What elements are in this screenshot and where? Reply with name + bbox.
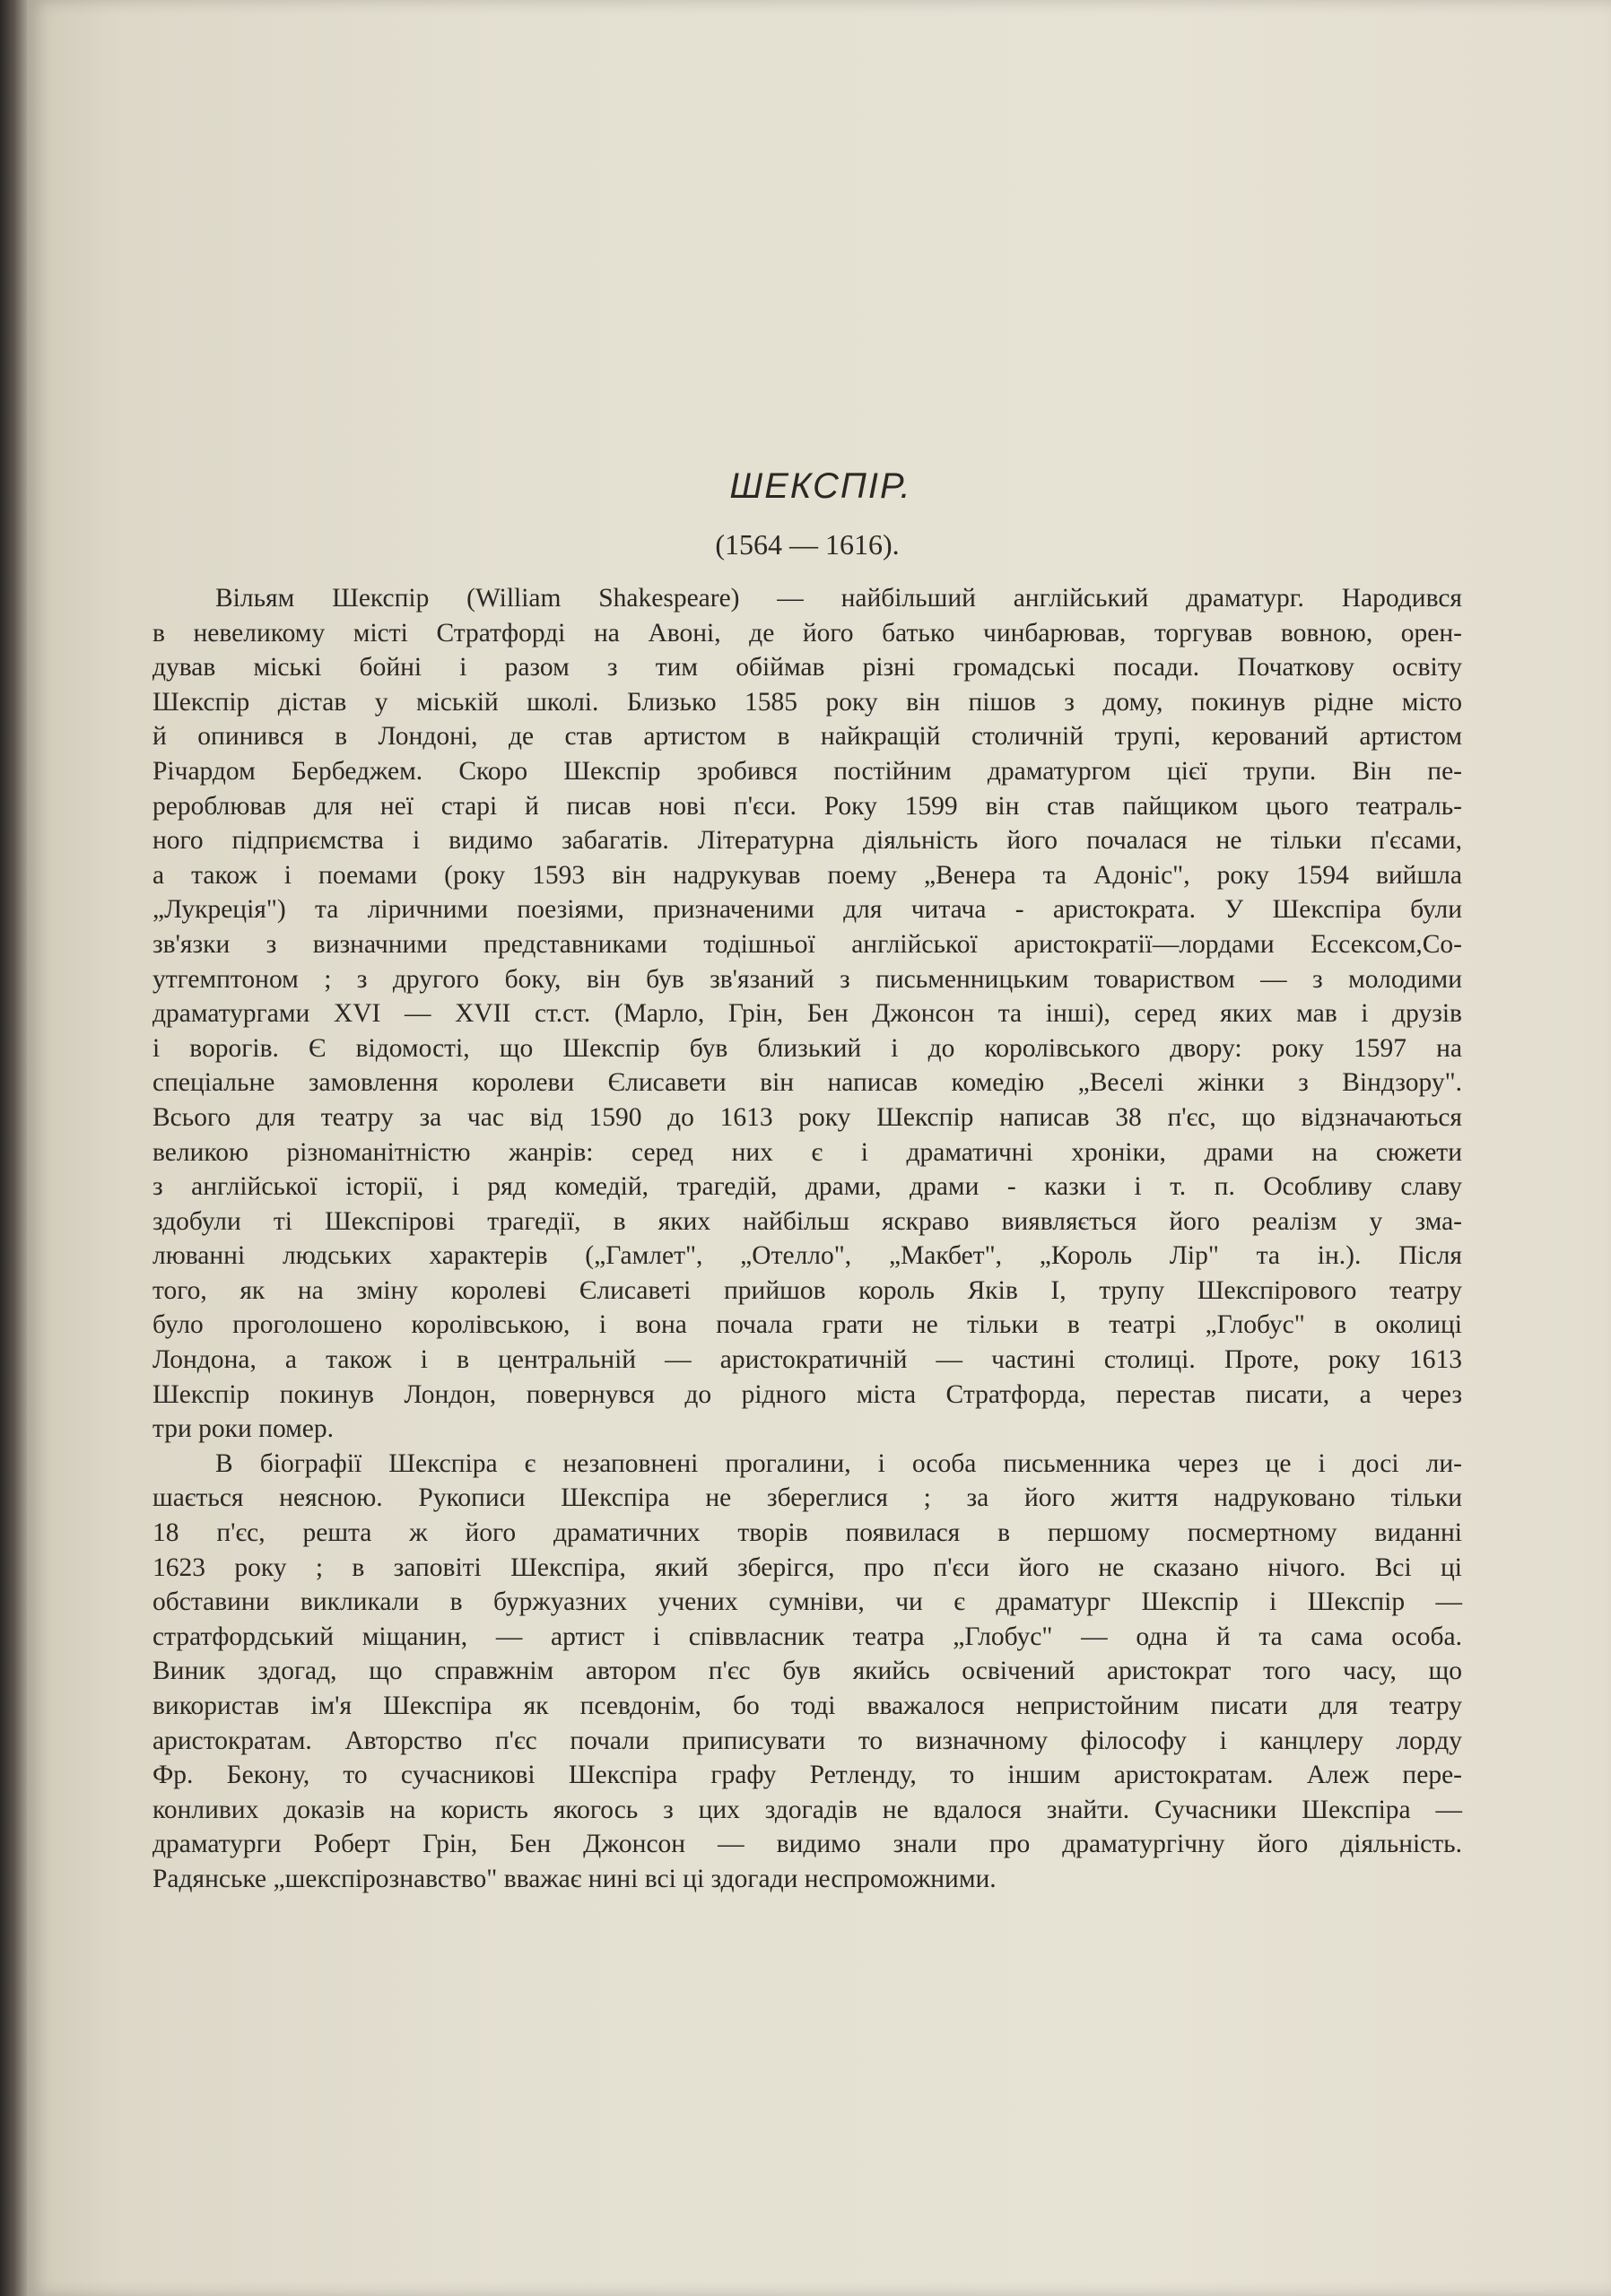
paragraph-authorship [152, 1447, 1462, 1897]
text-line: спеціальне замовлення королеви Єлисавети він написав комедію „Веселі жінки з Віндзору". [152, 1068, 1462, 1098]
text-line: шається неясною. Рукописи Шекспіра не збереглися ; за його життя надруковано тільки [152, 1483, 1462, 1513]
text-line: а також і поемами (року 1593 він надрукував поему „Венера та Адоніс", року 1594 вийшла [152, 860, 1462, 890]
life-dates: (1564 — 1616). [715, 528, 900, 561]
text-line: здобули ті Шекспірові трагедії, в яких найбільш яскраво виявляється його реалізм у зма- [152, 1206, 1462, 1236]
text-line: аристократам. Авторство п'єс почали приписувати то визначному філософу і канцлеру лорду [152, 1726, 1462, 1755]
text-line: Виник здогад, що справжнім автором п'єс був якийсь освічений аристократ того часу, що [152, 1657, 1462, 1686]
text-line: утгемптоном ; з другого боку, він був зв'язаний з письменницьким товариством — з молодими [152, 964, 1462, 994]
text-line: три роки помер. [152, 1414, 335, 1444]
text-line: дував міські бойні і разом з тим обіймав різні громадські посади. Початкову освіту [152, 653, 1462, 683]
text-line: Всього для театру за час від 1590 до 1613 року Шекспір написав 38 п'єс, що відзначаються [152, 1102, 1462, 1132]
text-line: Вільям Шекспір (William Shakespeare) — найбільший англійський драматург. Народився [215, 584, 1462, 613]
text-line: 1623 року ; в заповіті Шекспіра, який зберігся, про п'єси його не сказано нічого. Всі ці [152, 1552, 1462, 1582]
text-line: „Лукреція") та ліричними поезіями, призначеними для читача - аристократа. У Шекспіра були [152, 895, 1462, 925]
text-line: Шекспір дістав у міській школі. Близько 1585 року він пішов з дому, покинув рідне місто [152, 687, 1462, 717]
text-line: зв'язки з визначними представниками тодішньої англійської аристократії—лордами Ессексом,Со- [152, 929, 1462, 959]
book-spine-shadow [0, 0, 30, 2296]
text-line: драматурги Роберт Грін, Бен Джонсон — видимо знали про драматургічну його діяльність. [152, 1830, 1462, 1859]
text-line: 18 п'єс, решта ж його драматичних творів появилася в першому посмертному виданні [152, 1518, 1462, 1548]
text-line: Радянське „шекспірознавство" вважає нині всі ці здогади неспроможними. [152, 1864, 997, 1893]
text-line: Річардом Бербеджем. Скоро Шекспір зробився постійним драматургом цієї трупи. Він пе- [152, 756, 1462, 786]
text-line: використав ім'я Шекспіра як псевдонім, бо тоді вважалося непристойним писати для театру [152, 1692, 1462, 1720]
text-line: великою різноманітністю жанрів: серед них є і драматичні хроніки, драми на сюжети [152, 1137, 1462, 1167]
text-line: з англійської історії, і ряд комедій, трагедій, драми, драми - казки і т. п. Особливу славу [152, 1172, 1462, 1202]
text-line: було проголошено королівською, і вона почала грати не тільки в театрі „Глобус" в околиці [152, 1310, 1462, 1340]
text-line: рероблював для неї старі й писав нові п'єси. Року 1599 він став пайщиком цього театраль- [152, 791, 1462, 821]
text-line: В біографії Шекспіра є незаповнені прогалини, і особа письменника через це і досі ли- [215, 1448, 1462, 1478]
text-line: Лондона, а також і в центральній — аристократичній — частині столиці. Проте, року 1613 [152, 1345, 1462, 1375]
text-line: обставини викликали в буржуазних учених сумніви, чи є драматург Шекспір і Шекспір — [152, 1587, 1462, 1617]
page-title: ШЕКСПІР. [729, 466, 912, 506]
text-line: того, як на зміну королеві Єлисаветі прийшов король Яків І, трупу Шекспірового театру [152, 1275, 1462, 1305]
text-line: ного підприємства і видимо забагатів. Літературна діяльність його почалася не тільки п'єсами, [152, 826, 1462, 856]
text-line: Фр. Бекону, то сучасникові Шекспіра графу Ретленду, то іншим аристократам. Алеж пере- [152, 1761, 1462, 1790]
page-content [152, 466, 1462, 1897]
text-line: конливих доказів на користь якогось з цих здогадів не вдалося знайти. Сучасники Шекспіра — [152, 1795, 1462, 1824]
text-line: стратфордський міщанин, — артист і співвласник театра „Глобус" — одна й та сама особа. [152, 1622, 1462, 1651]
paragraph-biography [152, 581, 1462, 1447]
text-line: в невеликому місті Стратфорді на Авоні, де його батько чинбарював, торгував вовною, орен- [152, 618, 1462, 648]
text-line: і ворогів. Є відомості, що Шекспір був близький і до королівського двору: року 1597 на [152, 1033, 1462, 1063]
text-line: й опинився в Лондоні, де став артистом в найкращій столичній трупі, керований артистом [152, 722, 1462, 752]
text-line: драматургами XVI — XVII ст.ст. (Марло, Грін, Бен Джонсон та інші), серед яких мав і друзів [152, 999, 1462, 1029]
text-line: люванні людських характерів („Гамлет", „Отелло", „Макбет", „Король Лір" та ін.). Після [152, 1241, 1462, 1271]
text-line: Шекспір покинув Лондон, повернувся до рідного міста Стратфорда, перестав писати, а через [152, 1379, 1462, 1409]
